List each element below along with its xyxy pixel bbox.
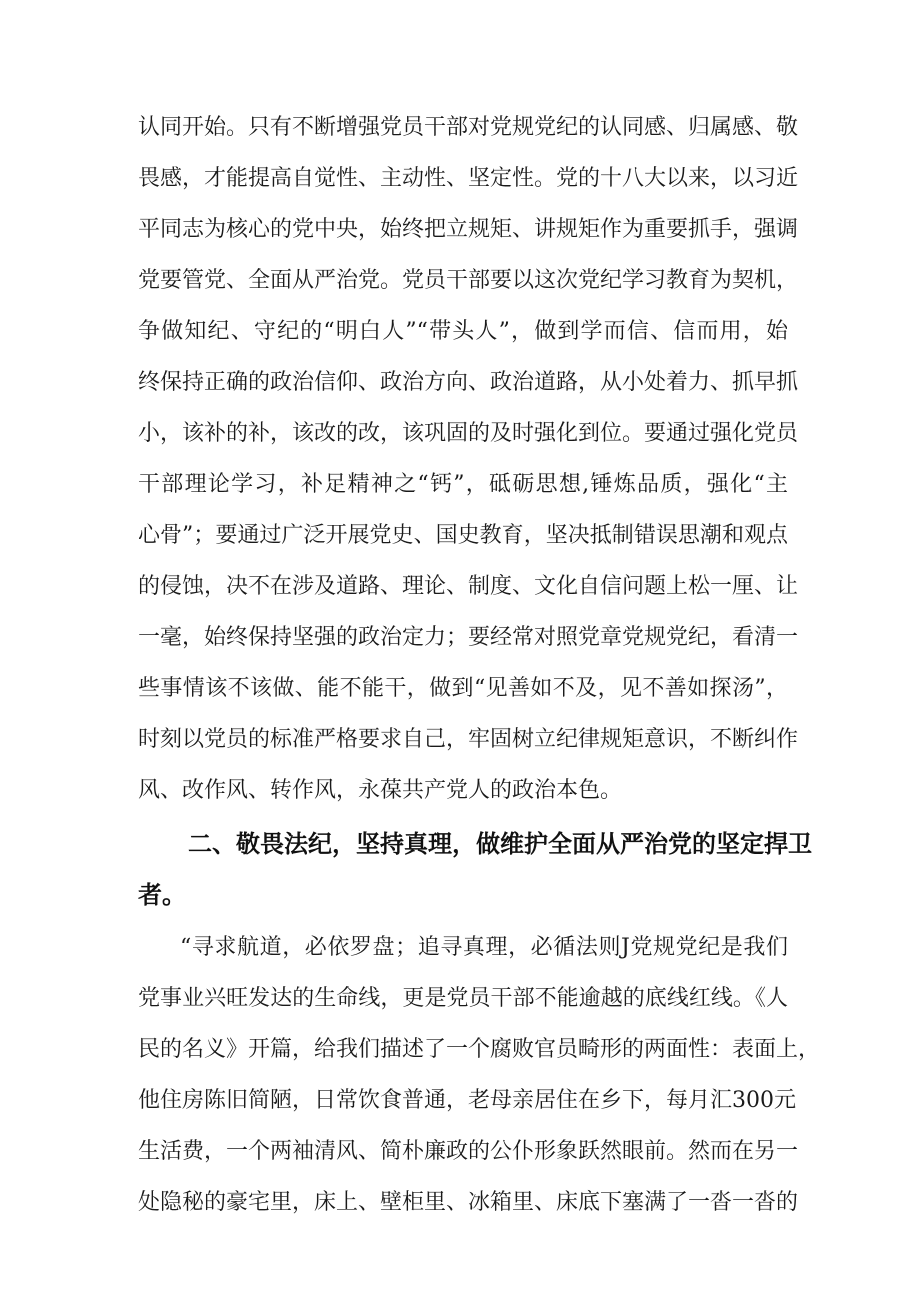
section-heading-continued: 者。 [138,881,186,909]
paragraph1-line: 党要管党、全面从严治党。党员干部要以这次党纪学习教育为契机， [138,268,799,293]
paragraph1-line: 争做知纪、守纪的“明白人”“带头人”，做到学而信、信而用，始 [138,319,788,344]
paragraph2-line: 他住房陈旧简陋，日常饮食普通，老母亲居住在乡下，每月汇300元 [138,1088,796,1113]
paragraph1-line: 风、改作风、转作风，永葆共产党人的政治本色。 [138,778,623,803]
paragraph2-line: “寻求航道，必依罗盘；追寻真理，必循法则J党规党纪是我们 [180,935,788,960]
paragraph1-line: 心骨”；要通过广泛开展党史、国史教育，坚决抵制错误思潮和观点 [138,523,788,548]
paragraph1-line: 平同志为核心的党中央，始终把立规矩、讲规矩作为重要抓手，强调 [138,217,799,242]
section-heading: 二、敬畏法纪，坚持真理，做维护全面从严治党的坚定捍卫 [188,830,812,858]
paragraph1-line: 时刻以党员的标准严格要求自己，牢固树立纪律规矩意识，不断纠作 [138,727,799,752]
paragraph2-line: 民的名义》开篇，给我们描述了一个腐败官员畸形的两面性：表面上， [138,1037,821,1062]
paragraph1-line: 终保持正确的政治信仰、政治方向、政治道路，从小处着力、抓早抓 [138,370,799,395]
paragraph1-line: 的侵蚀，决不在涉及道路、理论、制度、文化自信问题上松一厘、让 [138,574,799,599]
paragraph2-line: 生活费，一个两袖清风、简朴廉政的公仆形象跃然眼前。然而在另一 [138,1139,799,1164]
paragraph2-line: 处隐秘的豪宅里，床上、壁柜里、冰箱里、床底下塞满了一沓一沓的 [138,1190,799,1215]
paragraph1-line: 干部理论学习，补足精神之“钙”，砥砺思想,锤炼品质，强化“主 [138,472,788,497]
paragraph1-line: 畏感，才能提高自觉性、主动性、坚定性。党的十八大以来，以习近 [138,166,799,191]
paragraph1-line: 些事情该不该做、能不能干，做到“见善如不及，见不善如探汤”， [138,676,788,701]
paragraph1-line: 认同开始。只有不断增强党员干部对党规党纪的认同感、归属感、敬 [138,115,799,140]
paragraph1-line: 一毫，始终保持坚强的政治定力；要经常对照党章党规党纪，看清一 [138,625,799,650]
paragraph2-line: 党事业兴旺发达的生命线，更是党员干部不能逾越的底线红线。《人 [138,986,788,1011]
paragraph1-line: 小，该补的补，该改的改，该巩固的及时强化到位。要通过强化党员 [138,421,799,446]
